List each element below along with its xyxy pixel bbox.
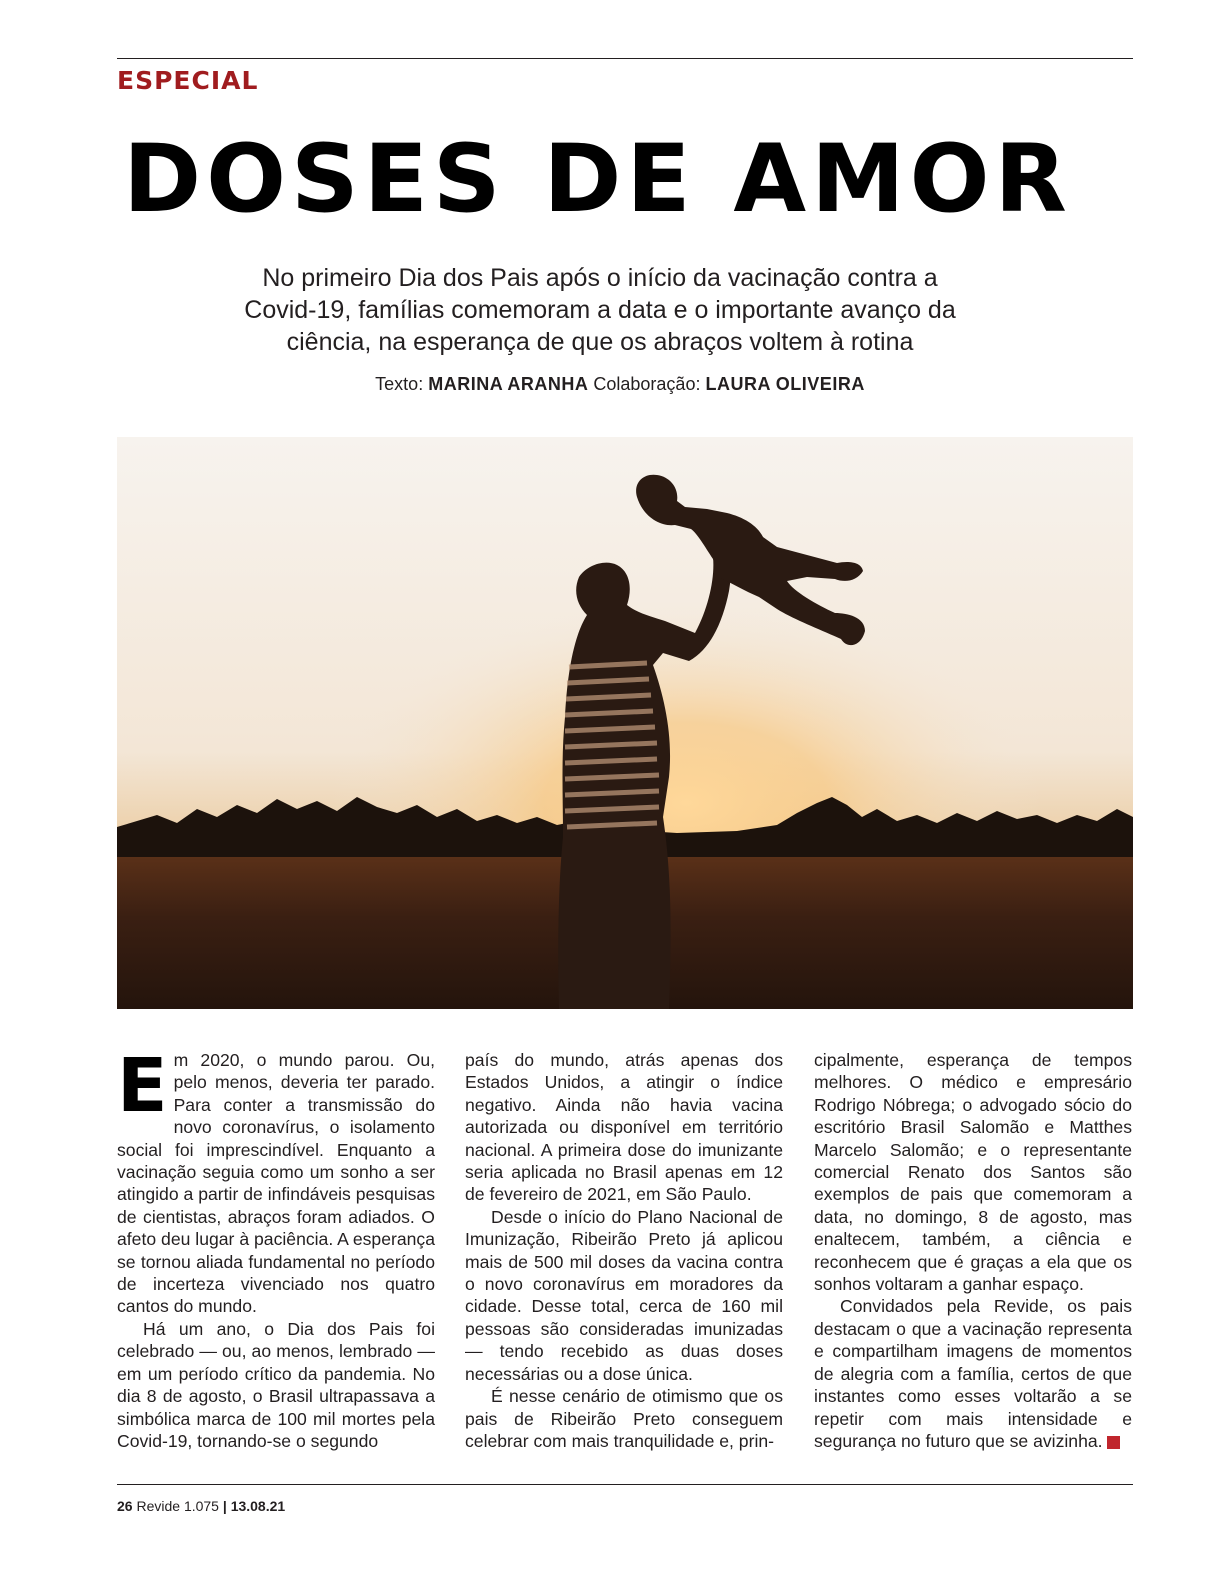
bottom-rule <box>117 1484 1133 1485</box>
page-footer <box>117 1498 285 1514</box>
body-paragraph: cipalmente, esperança de tempos melhores. O médico e empresário Rodrigo Nóbrega; o advogado sócio do escritório Brasil Salomão e Matthes Marcelo Salomão; e o representante comercial Renato dos Santos são exemplos de pais que comemoram a data, no domingo, 8 de agosto, mas enaltecem, também, a ciência e reconhecem que é graças a ela que os sonhos voltaram a ganhar espaço. <box>814 1050 1132 1295</box>
body-column-2 <box>465 1049 783 1452</box>
body-column-1 <box>117 1043 435 1452</box>
top-rule <box>117 58 1133 59</box>
body-paragraph: É nesse cenário de otimismo que os pais de Ribeirão Preto conseguem celebrar com mais tranquilidade e, prin- <box>465 1386 783 1451</box>
byline-collaborator: LAURA OLIVEIRA <box>705 374 865 394</box>
byline-text-label: Texto: <box>375 374 424 394</box>
end-mark-icon: R <box>1107 1436 1120 1449</box>
magazine-issue: Revide 1.075 <box>136 1498 219 1514</box>
paragraph-text: Convidados pela Revide, os pais destacam o que a vacinação representa e compartilham imagens de momentos de alegria com a família, certos de que instantes como esses voltarão a se repetir com mais intensidade e segurança no futuro que se avizinha. <box>814 1296 1132 1451</box>
body-paragraph <box>117 1043 435 1318</box>
body-paragraph: país do mundo, atrás apenas dos Estados Unidos, a atingir o índice negativo. Ainda não havia vacina autorizada ou disponível em território nacional. A primeira dose do imunizante seria aplicada no Brasil apenas em 12 de fevereiro de 2021, em São Paulo. <box>465 1050 783 1205</box>
dropcap: E <box>117 1043 168 1129</box>
footer-separator: | <box>222 1498 227 1514</box>
body-paragraph: Desde o início do Plano Nacional de Imunização, Ribeirão Preto já aplicou mais de 500 mil doses da vacina contra o novo coronavírus em moradores da cidade. Desse total, cerca de 160 mil pessoas são consideradas imunizadas — tendo recebido as duas doses necessárias ou a dose única. <box>465 1206 783 1384</box>
headline: DOSES DE AMOR <box>123 125 1072 234</box>
section-label: ESPECIAL <box>117 66 259 95</box>
paragraph-text: m 2020, o mundo parou. Ou, pelo menos, deveria ter parado. Para conter a transmissão do novo coronavírus, o isolamento social foi imprescindível. Enquanto a vacinação seguia como um sonho a ser atingido a partir de infindáveis pesquisas de cientistas, abraços foram adiados. O afeto deu lugar à paciência. A esperança se tornou aliada fundamental no período de incerteza vivenciado nos quatro cantos do mundo. <box>117 1050 435 1317</box>
body-column-3 <box>814 1049 1140 1452</box>
byline <box>240 374 1000 395</box>
body-paragraph <box>814 1295 1140 1452</box>
byline-collab-label: Colaboração: <box>593 374 701 394</box>
byline-author: MARINA ARANHA <box>428 374 589 394</box>
page-number: 26 <box>117 1498 133 1514</box>
dek: No primeiro Dia dos Pais após o início da vacinação contra a Covid-19, famílias comemoram a data e o importante avanço da ciência, na esperança de que os abraços voltem à rotina <box>244 264 956 356</box>
hero-photo <box>117 437 1133 1009</box>
body-paragraph: Há um ano, o Dia dos Pais foi celebrado — ou, ao menos, lembrado — em um período crítico da pandemia. No dia 8 de agosto, o Brasil ultrapassava a simbólica marca de 100 mil mortes pela Covid-19, tornando-se o segundo <box>117 1318 435 1451</box>
issue-date: 13.08.21 <box>230 1498 286 1514</box>
